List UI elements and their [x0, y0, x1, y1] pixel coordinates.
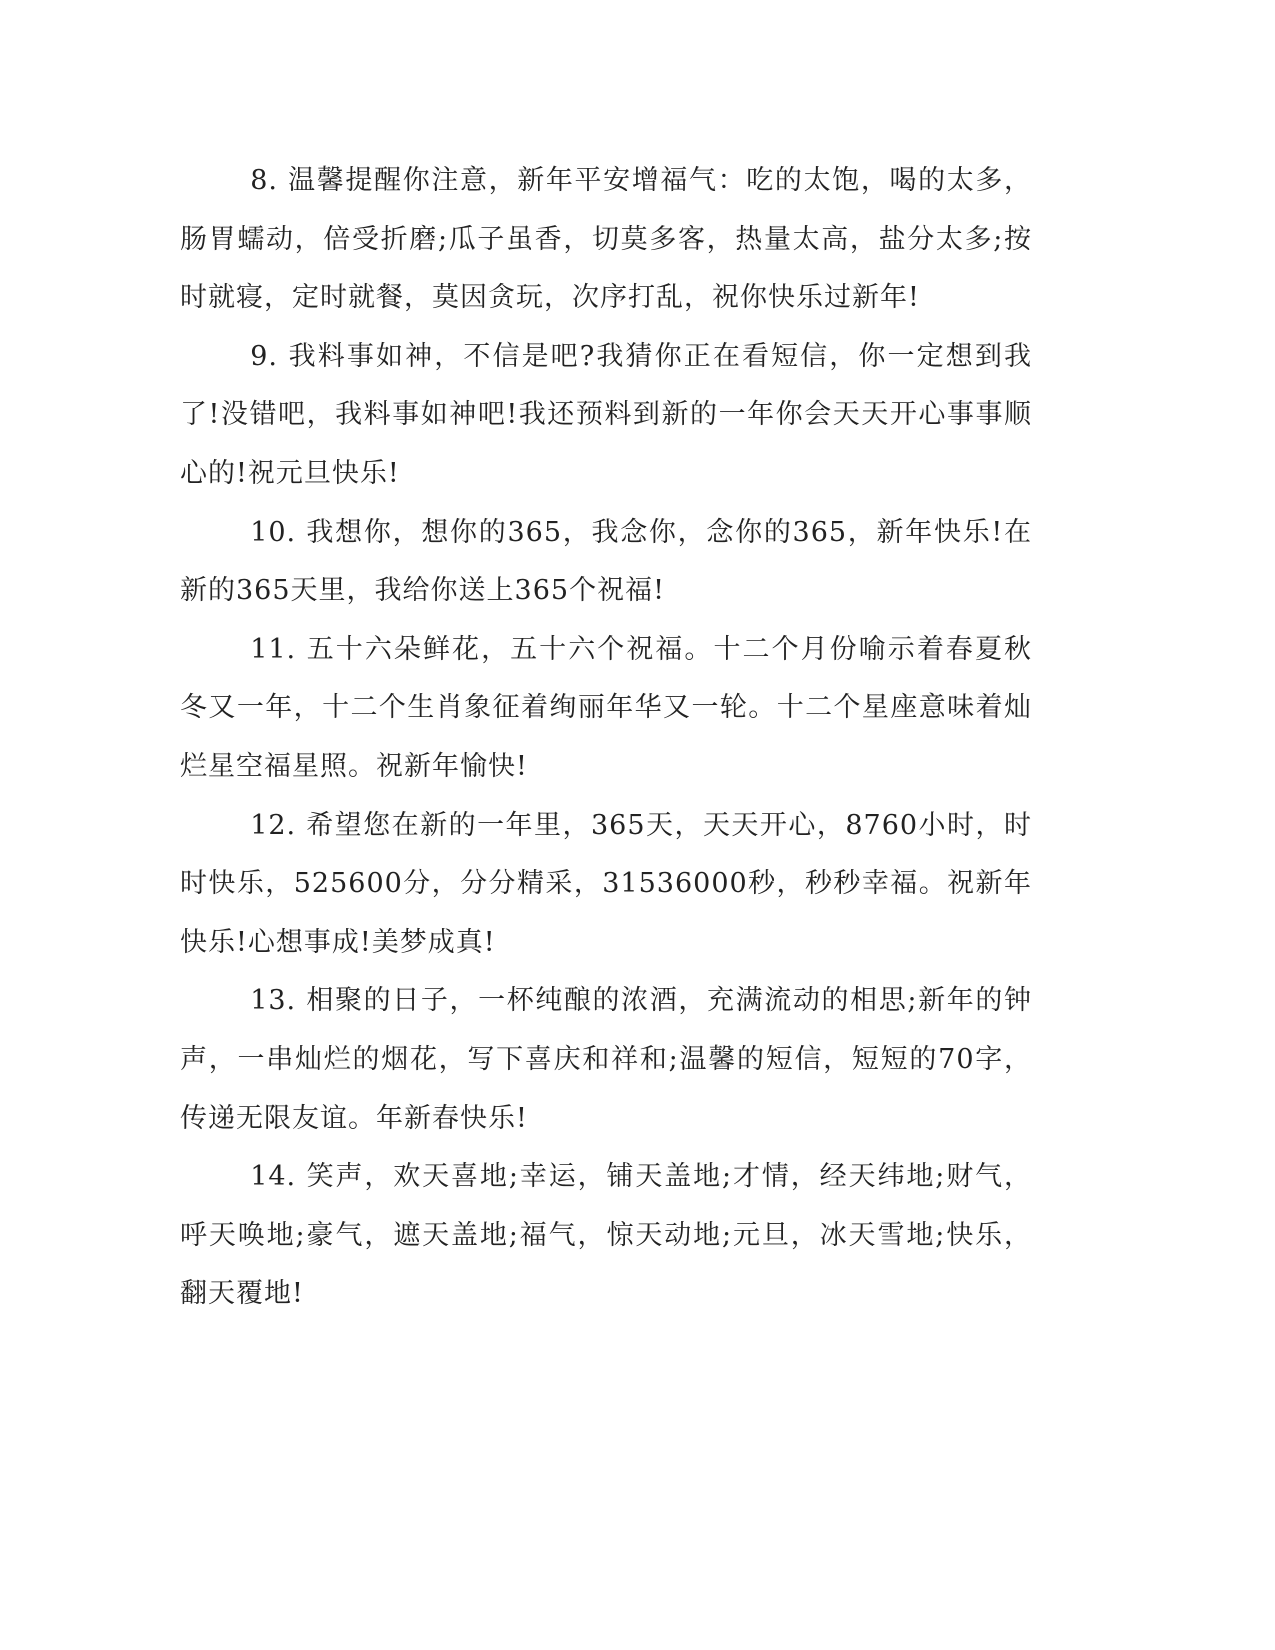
paragraph-9: 9. 我料事如神，不信是吧?我猜你正在看短信，你一定想到我了!没错吧，我料事如神吧!我还预料到新的一年你会天天开心事事顺心的!祝元旦快乐!: [180, 340, 1032, 489]
document-body: [180, 152, 1032, 1324]
paragraph-10: 10. 我想你，想你的365，我念你，念你的365，新年快乐!在新的365天里，我给你送上365个祝福!: [180, 516, 1032, 607]
paragraph-13: 13. 相聚的日子，一杯纯酿的浓酒，充满流动的相思;新年的钟声，一串灿烂的烟花，写下喜庆和祥和;温馨的短信，短短的70字，传递无限友谊。年新春快乐!: [180, 985, 1032, 1134]
paragraph-12: 12. 希望您在新的一年里，365天，天天开心，8760小时，时时快乐，525600分，分分精采，31536000秒，秒秒幸福。祝新年快乐!心想事成!美梦成真!: [180, 809, 1032, 958]
paragraph-11: 11. 五十六朵鲜花，五十六个祝福。十二个月份喻示着春夏秋冬又一年，十二个生肖象征着绚丽年华又一轮。十二个星座意味着灿烂星空福星照。祝新年愉快!: [180, 633, 1032, 782]
paragraph-8: 8. 温馨提醒你注意，新年平安增福气：吃的太饱，喝的太多，肠胃蠕动，倍受折磨;瓜子虽香，切莫多客，热量太高，盐分太多;按时就寝，定时就餐，莫因贪玩，次序打乱，祝你快乐过新年!: [180, 165, 1032, 314]
paragraph-14: 14. 笑声，欢天喜地;幸运，铺天盖地;才情，经天纬地;财气，呼天唤地;豪气，遮天盖地;福气，惊天动地;元旦，冰天雪地;快乐，翻天覆地!: [180, 1161, 1032, 1310]
